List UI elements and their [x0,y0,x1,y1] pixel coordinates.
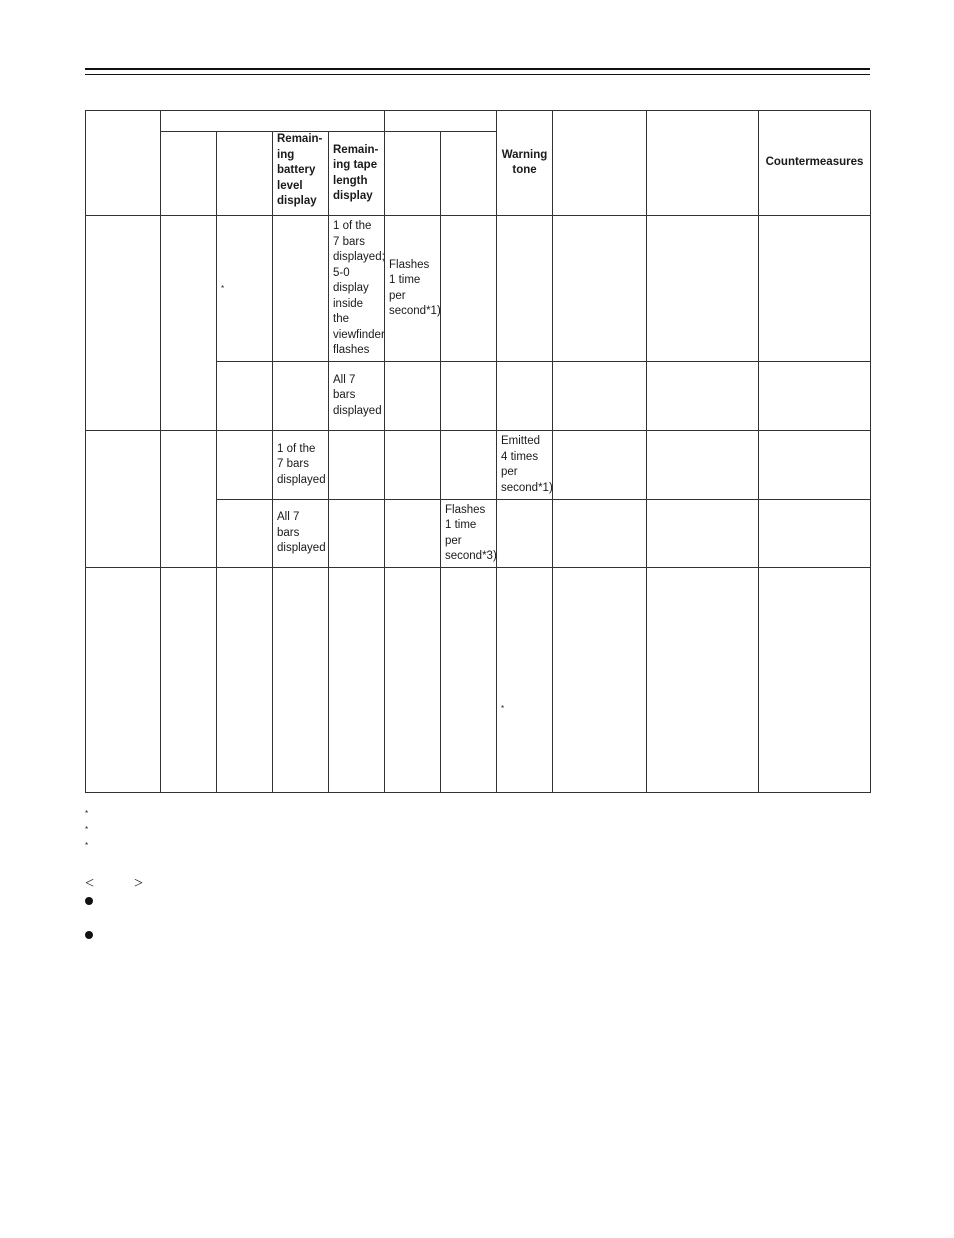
row-cell [217,362,273,431]
row3-battery-display: 1 of the 7 bars displayed [273,431,329,500]
header-countermeasures: Countermeasures [759,111,871,216]
bullet-icon [85,931,93,939]
row-cell [385,568,441,793]
row-cell [497,216,553,362]
row-cell [759,431,871,500]
row-cell [441,568,497,793]
footnote-1: * [85,809,89,818]
row-cell [553,500,647,568]
table-row [86,431,871,500]
row-label-1 [86,216,161,431]
row-cell [161,216,217,431]
row-cell [553,568,647,793]
row-label-3 [86,568,161,793]
row-label-2 [86,431,161,568]
row-cell [553,216,647,362]
header-group-lamp [385,111,497,132]
row-cell [217,500,273,568]
section-heading-brackets [85,875,143,893]
row-cell [647,568,759,793]
header-rule-thin [85,74,870,75]
row-cell [647,216,759,362]
row-cell [329,568,385,793]
row5-warning-tone: * [497,568,553,793]
row-cell [161,431,217,568]
row-cell [759,362,871,431]
header-remaining-battery: Remain- ing battery level display [273,132,329,216]
row-cell [385,431,441,500]
angle-close: > [134,875,144,892]
warning-table [85,110,871,793]
header-sub-2 [217,132,273,216]
row1-lamp: Flashes 1 time per second*1) [385,216,441,362]
header-remaining-tape: Remain- ing tape length display [329,132,385,216]
row-cell [441,431,497,500]
footnotes [85,806,88,854]
header-cell-blank-1 [86,111,161,216]
angle-open: < [85,875,95,892]
row-cell [217,568,273,793]
row-cell [161,568,217,793]
header-group-display [161,111,385,132]
header-row-1 [86,111,871,132]
row-cell [647,431,759,500]
header-cell-blank-3 [647,111,759,216]
row-cell [273,216,329,362]
row-cell [217,431,273,500]
row-cell [273,362,329,431]
header-rule-thick [85,68,870,70]
row-cell [647,362,759,431]
row-cell [759,568,871,793]
row-cell [273,568,329,793]
header-sub-6 [441,132,497,216]
header-cell-blank-2 [553,111,647,216]
row-cell [759,216,871,362]
header-sub-1 [161,132,217,216]
row1-tape-display: 1 of the 7 bars displayed; 5-0 display inside the viewfinder flashes [329,216,385,362]
table-row [86,216,871,362]
bullet-icon [85,897,93,905]
row-cell [759,500,871,568]
row-cell [441,362,497,431]
row-cell [497,500,553,568]
row-cell [329,500,385,568]
row-cell [497,362,553,431]
row-cell [441,216,497,362]
row3-warning-tone: Emitted 4 times per second*1) [497,431,553,500]
header-sub-5 [385,132,441,216]
row-cell [385,362,441,431]
row-cell [385,500,441,568]
row4-lamp: Flashes 1 time per second*3) [441,500,497,568]
header-warning-tone: Warning tone [497,111,553,216]
row-cell [647,500,759,568]
footnote-3: * [85,841,89,850]
row-cell [553,431,647,500]
row-cell [553,362,647,431]
row-cell: * [217,216,273,362]
row2-tape-display: All 7 bars displayed [329,362,385,431]
row4-battery-display: All 7 bars displayed [273,500,329,568]
footnote-2: * [85,825,89,834]
row-cell [329,431,385,500]
table-row [86,568,871,793]
